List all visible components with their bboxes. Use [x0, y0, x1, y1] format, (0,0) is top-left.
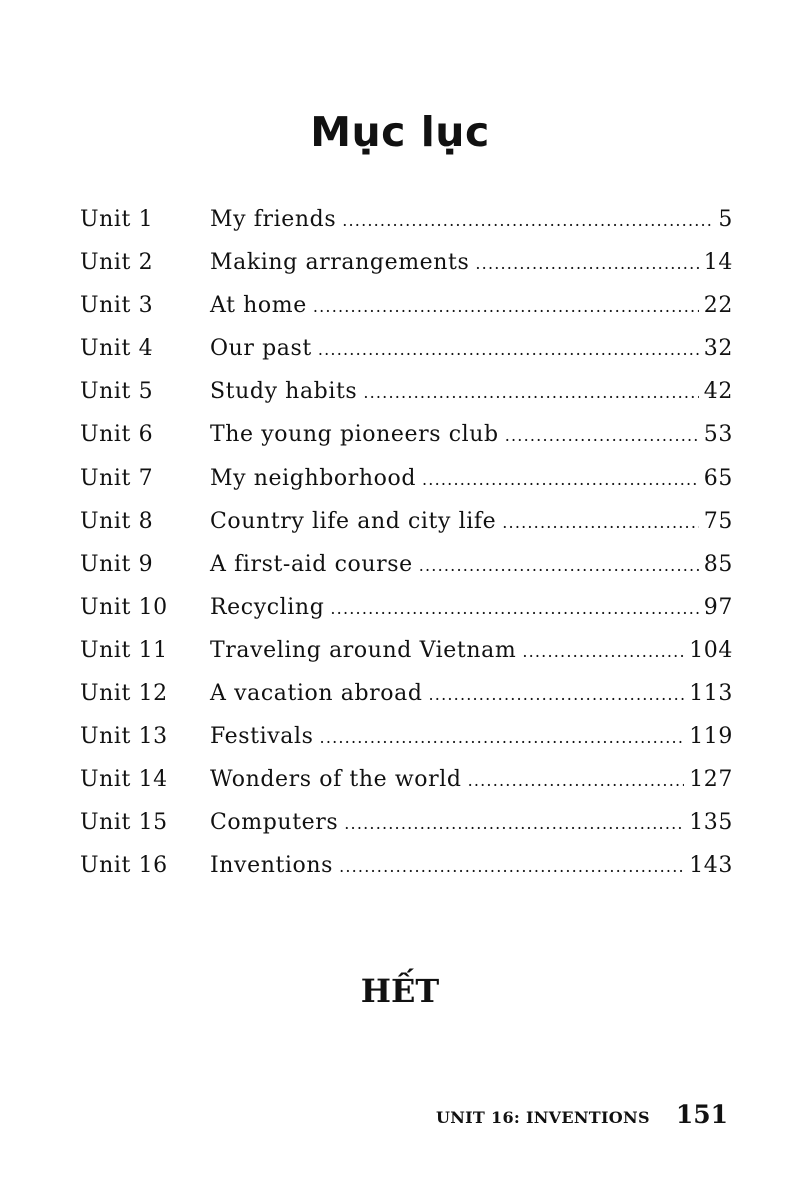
toc-unit-label: Unit 2 [80, 250, 154, 276]
dot-leader [422, 470, 699, 489]
toc-page-number: 85 [703, 551, 733, 577]
toc-chapter-title: At home [210, 293, 307, 319]
toc-row [80, 422, 733, 465]
toc-row [80, 293, 733, 336]
toc-page-number: 65 [703, 465, 733, 491]
toc-unit-label: Unit 4 [80, 336, 154, 362]
dot-leader [505, 426, 699, 445]
toc-page-number: 75 [703, 508, 733, 534]
toc-row [80, 853, 733, 896]
toc-chapter-title: Making arrangements [210, 250, 470, 276]
dot-leader [502, 513, 699, 532]
dot-leader [339, 857, 684, 876]
dot-leader [342, 211, 713, 230]
dot-leader [318, 340, 699, 359]
toc-unit-label: Unit 15 [80, 810, 168, 836]
toc-unit-label: Unit 12 [80, 681, 168, 707]
toc-page-number: 104 [689, 637, 733, 663]
page-title: Mục lục [310, 108, 490, 156]
toc-page-number: 97 [703, 594, 733, 620]
toc-row [80, 595, 733, 638]
table-of-contents [80, 207, 733, 897]
toc-unit-label: Unit 10 [80, 594, 168, 620]
toc-chapter-title: Traveling around Vietnam [210, 637, 517, 663]
toc-unit-label: Unit 16 [80, 853, 168, 879]
toc-chapter-title: My neighborhood [210, 465, 417, 491]
toc-page-number: 14 [703, 250, 733, 276]
toc-row [80, 724, 733, 767]
dot-leader [320, 728, 685, 747]
toc-row [80, 250, 733, 293]
toc-row [80, 552, 733, 595]
toc-page-number: 127 [689, 767, 733, 793]
toc-chapter-title: A vacation abroad [210, 681, 423, 707]
toc-chapter-title: Country life and city life [210, 508, 497, 534]
running-head: UNIT 16: INVENTIONS [435, 1108, 650, 1127]
toc-page-number: 5 [718, 207, 733, 232]
toc-row [80, 767, 733, 810]
toc-unit-label: Unit 14 [80, 767, 168, 793]
end-mark: HẾT [360, 972, 440, 1010]
toc-row [80, 681, 733, 724]
toc-row [80, 638, 733, 681]
toc-chapter-title: Inventions [210, 853, 334, 879]
toc-unit-label: Unit 7 [80, 465, 154, 491]
toc-row [80, 509, 733, 552]
toc-unit-label: Unit 8 [80, 508, 154, 534]
toc-row [80, 466, 733, 509]
toc-page-number: 42 [703, 379, 733, 405]
dot-leader [363, 383, 698, 402]
toc-page-number: 113 [689, 681, 733, 707]
dot-leader [429, 685, 685, 704]
dot-leader [522, 642, 684, 661]
toc-unit-label: Unit 1 [80, 207, 154, 232]
toc-page-number: 143 [689, 853, 733, 879]
toc-chapter-title: My friends [210, 207, 337, 232]
dot-leader [344, 814, 684, 833]
dot-leader [330, 599, 698, 618]
toc-row [80, 207, 733, 250]
toc-chapter-title: Study habits [210, 379, 358, 405]
dot-leader [468, 771, 685, 790]
toc-unit-label: Unit 9 [80, 551, 154, 577]
toc-unit-label: Unit 3 [80, 293, 154, 319]
toc-page-number: 53 [703, 422, 733, 448]
toc-chapter-title: Our past [210, 336, 312, 362]
dot-leader [475, 254, 698, 273]
toc-page-number: 135 [689, 810, 733, 836]
toc-page-number: 32 [703, 336, 733, 362]
dot-leader [419, 556, 699, 575]
toc-chapter-title: Computers [210, 810, 339, 836]
toc-row [80, 810, 733, 853]
page-footer [436, 1100, 728, 1129]
toc-page-number: 22 [703, 293, 733, 319]
toc-unit-label: Unit 11 [80, 637, 168, 663]
toc-unit-label: Unit 5 [80, 379, 154, 405]
toc-chapter-title: Festivals [210, 724, 314, 750]
toc-chapter-title: Recycling [210, 594, 325, 620]
toc-row [80, 379, 733, 422]
page-number: 151 [675, 1100, 728, 1129]
dot-leader [313, 297, 699, 316]
toc-unit-label: Unit 6 [80, 422, 154, 448]
toc-chapter-title: Wonders of the world [210, 767, 462, 793]
toc-unit-label: Unit 13 [80, 724, 168, 750]
toc-chapter-title: The young pioneers club [210, 422, 499, 448]
toc-page-number: 119 [689, 724, 733, 750]
toc-chapter-title: A first-aid course [210, 551, 413, 577]
toc-row [80, 336, 733, 379]
